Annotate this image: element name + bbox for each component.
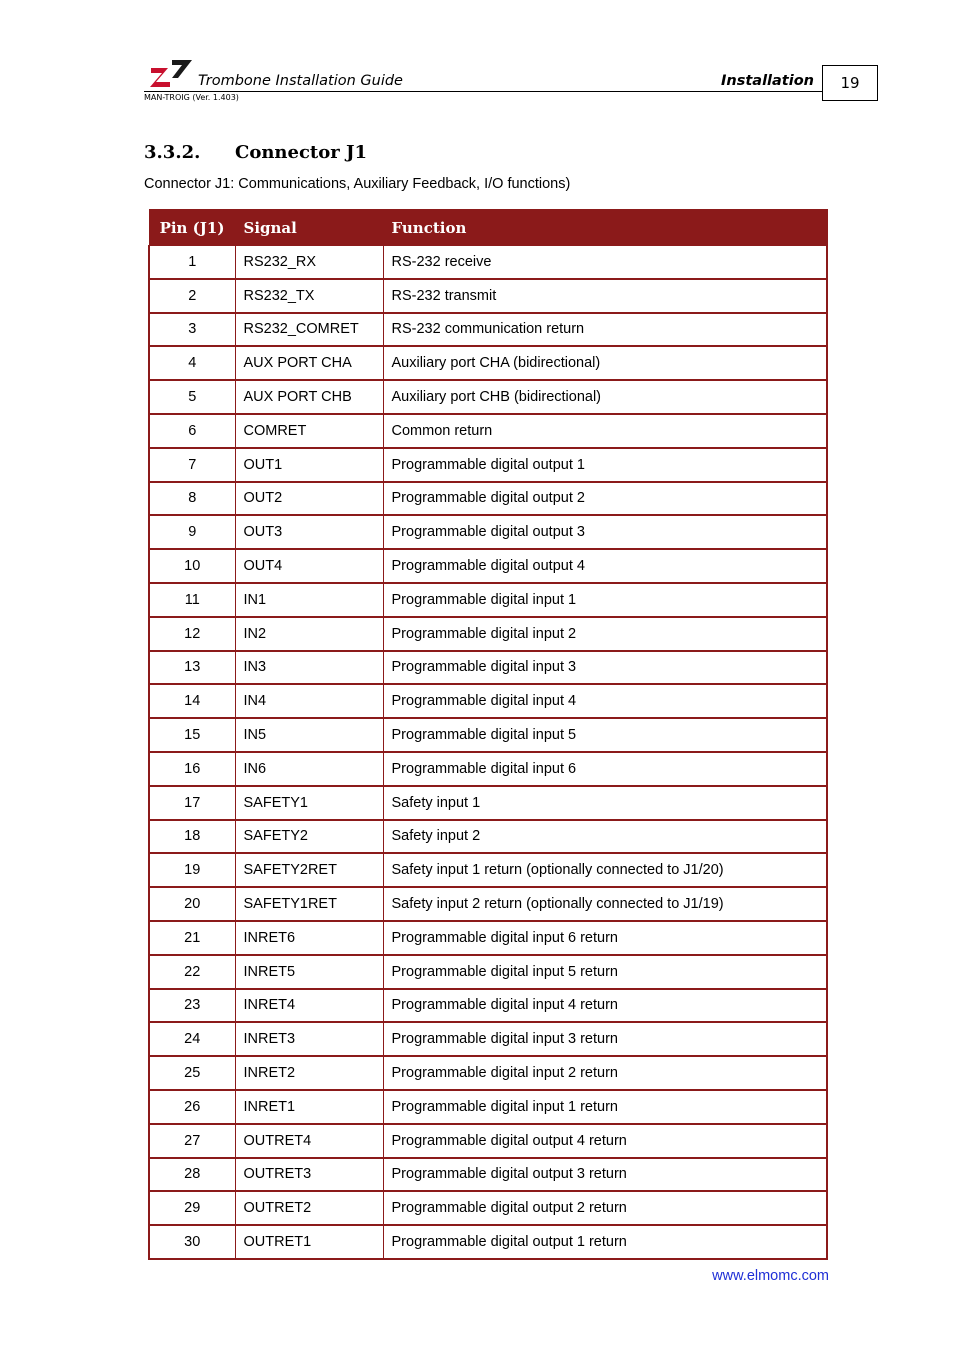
section-intro: Connector J1: Communications, Auxiliary Feedback, I/O functions) [144,176,571,192]
pin-cell: 17 [149,786,235,820]
table-row [149,1191,827,1225]
footer-website-link[interactable]: www.elmomc.com [712,1268,829,1284]
pin-cell: 6 [149,414,235,448]
pin-cell: 27 [149,1124,235,1158]
pin-cell: 14 [149,684,235,718]
column-header-function: Function [383,210,827,246]
manual-version: MAN-TROIG (Ver. 1.403) [144,93,239,102]
signal-cell: OUTRET2 [235,1191,383,1225]
signal-cell: INRET1 [235,1090,383,1124]
function-cell: RS-232 receive [383,246,827,279]
function-cell: Programmable digital output 3 return [383,1158,827,1192]
table-row [149,1158,827,1192]
column-header-pin: Pin (J1) [149,210,235,246]
function-cell: Safety input 2 [383,820,827,854]
function-cell: Safety input 1 [383,786,827,820]
pin-cell: 4 [149,346,235,380]
signal-cell: SAFETY1 [235,786,383,820]
function-cell: Safety input 2 return (optionally connected to J1/19) [383,887,827,921]
section-number: 3.3.2. [144,142,201,163]
function-cell: Auxiliary port CHB (bidirectional) [383,380,827,414]
table-row [149,246,827,279]
table-row [149,346,827,380]
pin-cell: 10 [149,549,235,583]
function-cell: Programmable digital output 4 [383,549,827,583]
signal-cell: IN5 [235,718,383,752]
table-row [149,1090,827,1124]
function-cell: Programmable digital output 1 return [383,1225,827,1259]
pin-cell: 9 [149,515,235,549]
function-cell: Programmable digital input 4 [383,684,827,718]
pin-cell: 13 [149,651,235,685]
signal-cell: SAFETY2 [235,820,383,854]
table-row [149,1225,827,1259]
column-header-signal: Signal [235,210,383,246]
table-row [149,786,827,820]
table-row [149,887,827,921]
table-row [149,279,827,313]
signal-cell: OUTRET1 [235,1225,383,1259]
pin-cell: 16 [149,752,235,786]
function-cell: Programmable digital input 3 return [383,1022,827,1056]
connector-j1-table [148,209,828,1260]
pin-cell: 22 [149,955,235,989]
table-row [149,651,827,685]
table-row [149,921,827,955]
pin-cell: 15 [149,718,235,752]
signal-cell: OUT3 [235,515,383,549]
table-row [149,1124,827,1158]
table-header-row [149,210,827,246]
signal-cell: OUT1 [235,448,383,482]
function-cell: Programmable digital input 1 return [383,1090,827,1124]
pin-cell: 8 [149,482,235,516]
section-heading [144,142,367,163]
table-row [149,482,827,516]
pin-cell: 24 [149,1022,235,1056]
function-cell: Programmable digital input 2 return [383,1056,827,1090]
signal-cell: SAFETY2RET [235,853,383,887]
pin-cell: 2 [149,279,235,313]
pin-cell: 23 [149,989,235,1023]
function-cell: RS-232 transmit [383,279,827,313]
function-cell: Programmable digital input 3 [383,651,827,685]
signal-cell: OUTRET4 [235,1124,383,1158]
table-row [149,549,827,583]
page-number: 19 [822,65,878,101]
signal-cell: IN2 [235,617,383,651]
table-row [149,414,827,448]
signal-cell: OUT4 [235,549,383,583]
table-row [149,1022,827,1056]
table-row [149,583,827,617]
table-row [149,380,827,414]
function-cell: Programmable digital output 4 return [383,1124,827,1158]
pin-cell: 19 [149,853,235,887]
signal-cell: INRET6 [235,921,383,955]
table-row [149,820,827,854]
function-cell: Programmable digital output 1 [383,448,827,482]
function-cell: Programmable digital input 5 return [383,955,827,989]
signal-cell: RS232_COMRET [235,313,383,347]
signal-cell: IN1 [235,583,383,617]
pin-cell: 11 [149,583,235,617]
pin-cell: 7 [149,448,235,482]
header-rule [144,91,822,92]
signal-cell: RS232_TX [235,279,383,313]
pin-cell: 21 [149,921,235,955]
signal-cell: RS232_RX [235,246,383,279]
pin-cell: 30 [149,1225,235,1259]
signal-cell: OUTRET3 [235,1158,383,1192]
signal-cell: INRET5 [235,955,383,989]
table-row [149,989,827,1023]
signal-cell: INRET3 [235,1022,383,1056]
signal-cell: IN6 [235,752,383,786]
signal-cell: IN3 [235,651,383,685]
pin-cell: 12 [149,617,235,651]
signal-cell: IN4 [235,684,383,718]
pin-cell: 1 [149,246,235,279]
function-cell: Programmable digital input 6 [383,752,827,786]
function-cell: Programmable digital input 1 [383,583,827,617]
signal-cell: OUT2 [235,482,383,516]
table-row [149,718,827,752]
pin-cell: 26 [149,1090,235,1124]
signal-cell: COMRET [235,414,383,448]
function-cell: Safety input 1 return (optionally connected to J1/20) [383,853,827,887]
function-cell: Programmable digital input 4 return [383,989,827,1023]
function-cell: Programmable digital output 3 [383,515,827,549]
function-cell: Programmable digital input 5 [383,718,827,752]
table-row [149,515,827,549]
pin-cell: 3 [149,313,235,347]
function-cell: Auxiliary port CHA (bidirectional) [383,346,827,380]
signal-cell: SAFETY1RET [235,887,383,921]
section-title: Connector J1 [235,142,368,163]
table-body [149,246,827,1259]
table-row [149,1056,827,1090]
function-cell: Common return [383,414,827,448]
function-cell: Programmable digital output 2 return [383,1191,827,1225]
function-cell: Programmable digital input 2 [383,617,827,651]
header-section-name: Installation [721,73,814,89]
pin-cell: 25 [149,1056,235,1090]
pin-cell: 20 [149,887,235,921]
pin-cell: 28 [149,1158,235,1192]
table-row [149,853,827,887]
document-title: Trombone Installation Guide [198,73,403,89]
table-row [149,684,827,718]
pin-cell: 5 [149,380,235,414]
signal-cell: AUX PORT CHA [235,346,383,380]
table-row [149,617,827,651]
table-row [149,955,827,989]
page-header [144,56,878,106]
function-cell: Programmable digital input 6 return [383,921,827,955]
signal-cell: AUX PORT CHB [235,380,383,414]
signal-cell: INRET4 [235,989,383,1023]
table-row [149,752,827,786]
pin-cell: 18 [149,820,235,854]
function-cell: Programmable digital output 2 [383,482,827,516]
elmo-logo-icon [148,58,194,88]
pin-cell: 29 [149,1191,235,1225]
table-row [149,313,827,347]
table-row [149,448,827,482]
signal-cell: INRET2 [235,1056,383,1090]
function-cell: RS-232 communication return [383,313,827,347]
